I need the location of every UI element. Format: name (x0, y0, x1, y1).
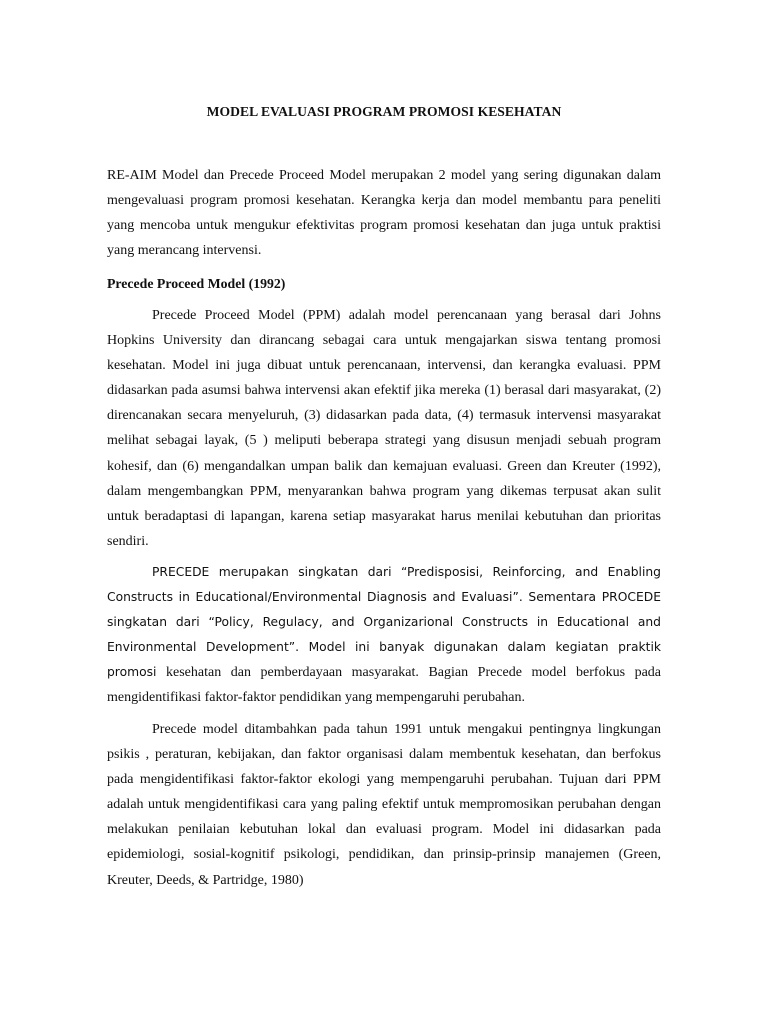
precede-1991-paragraph: Precede model ditambahkan pada tahun 1991 untuk mengakui pentingnya lingkungan psikis , peraturan, kebijakan, dan faktor organisasi dalam membentuk kesehatan, dan berfokus pada mengidentifikasi faktor-faktor ekologi yang mempengaruhi perubahan. Tujuan dari PPM adalah untuk mengidentifikasi cara yang paling efektif untuk mempromosikan perubahan dengan melakukan penilaian kebutuhan lokal dan evaluasi program. Model ini didasarkan pada epidemiologi, sosial-kognitif psikologi, pendidikan, dan prinsip-prinsip manajemen (Green, Kreuter, Deeds, & Partridge, 1980) (107, 722, 661, 888)
section-heading: Precede Proceed Model (1992) (107, 276, 286, 291)
precede-paragraph (107, 560, 661, 711)
document-title: MODEL EVALUASI PROGRAM PROMOSI KESEHATAN (206, 104, 562, 119)
ppm-paragraph: Precede Proceed Model (PPM) adalah model perencanaan yang berasal dari Johns Hopkins University dan dirancang sebagai cara untuk mengajarkan siswa tentang promosi kesehatan. Model ini juga dibuat untuk perencanaan, intervensi, dan kerangka evaluasi. PPM didasarkan pada asumsi bahwa intervensi akan efektif jika mereka (1) berasal dari masyarakat, (2) direncanakan secara menyeluruh, (3) didasarkan pada data, (4) termasuk intervensi masyarakat melihat sebagai layak, (5 ) meliputi beberapa strategi yang disusun menjadi sebuah program kohesif, dan (6) mengandalkan umpan balik dan kemajuan evaluasi. Green dan Kreuter (1992), dalam mengembangkan PPM, menyarankan bahwa program yang dikemas terpusat akan sulit untuk beradaptasi di lapangan, karena setiap masyarakat harus menilai kebutuhan dan prioritas sendiri. (107, 308, 661, 549)
precede-paragraph-sans-text: PRECEDE merupakan singkatan dari “Predisposisi, Reinforcing, and Enabling Constructs in Educational/Environmental Diagnosis and Evaluasi”. Sementara PROCEDE singkatan dari “Policy, Regulacy, and Organizarional Constructs in Educational and Environmental Development”. Model ini banyak digunakan dalam kegiatan praktik promosi (107, 565, 661, 680)
precede-paragraph-serif-text: kesehatan dan pemberdayaan masyarakat. Bagian Precede model berfokus pada mengidentifikasi faktor-faktor pendidikan yang mempengaruhi perubahan. (107, 665, 661, 706)
intro-paragraph: RE-AIM Model dan Precede Proceed Model merupakan 2 model yang sering digunakan dalam mengevaluasi program promosi kesehatan. Kerangka kerja dan model membantu para peneliti yang mencoba untuk mengukur efektivitas program promosi kesehatan dan juga untuk praktisi yang merancang intervensi. (107, 168, 661, 259)
